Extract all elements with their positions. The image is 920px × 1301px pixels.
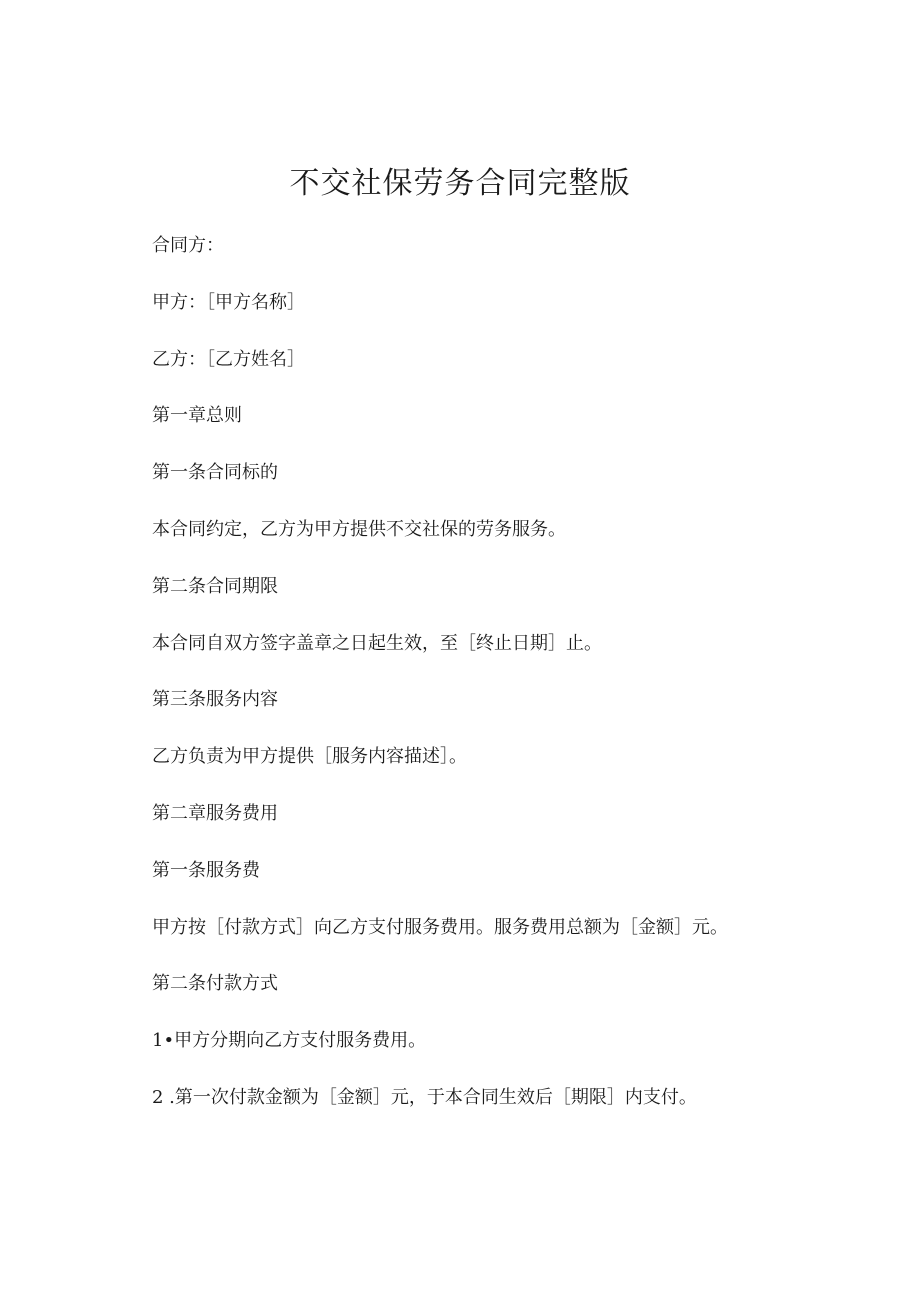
article-heading: 第二条合同期限 (152, 575, 278, 597)
chapter-2-heading: 第二章服务费用 (152, 802, 278, 824)
article-text: 乙方负责为甲方提供［服务内容描述］。 (152, 746, 467, 768)
party-a: 甲方：［甲方名称］ (152, 291, 305, 313)
document-title: 不交社保劳务合同完整版 (289, 166, 631, 201)
list-item: 2 .第一次付款金额为［金额］元，于本合同生效后［期限］内支付。 (152, 1086, 697, 1108)
article-text: 甲方按［付款方式］向乙方支付服务费用。服务费用总额为［金额］元。 (152, 916, 728, 938)
document-body (152, 228, 792, 1137)
article-heading: 第一条合同标的 (152, 462, 278, 484)
list-item: 1•甲方分期向乙方支付服务费用。 (152, 1030, 427, 1052)
party-heading: 合同方： (152, 235, 224, 256)
article-heading: 第一条服务费 (152, 859, 260, 881)
chapter-1-heading: 第一章总则 (152, 405, 242, 427)
article-heading: 第三条服务内容 (152, 689, 278, 711)
article-heading: 第二条付款方式 (152, 973, 278, 995)
article-text: 本合同约定，乙方为甲方提供不交社保的劳务服务。 (152, 518, 566, 540)
party-b: 乙方：［乙方姓名］ (152, 348, 305, 370)
article-text: 本合同自双方签字盖章之日起生效，至［终止日期］止。 (152, 632, 602, 654)
